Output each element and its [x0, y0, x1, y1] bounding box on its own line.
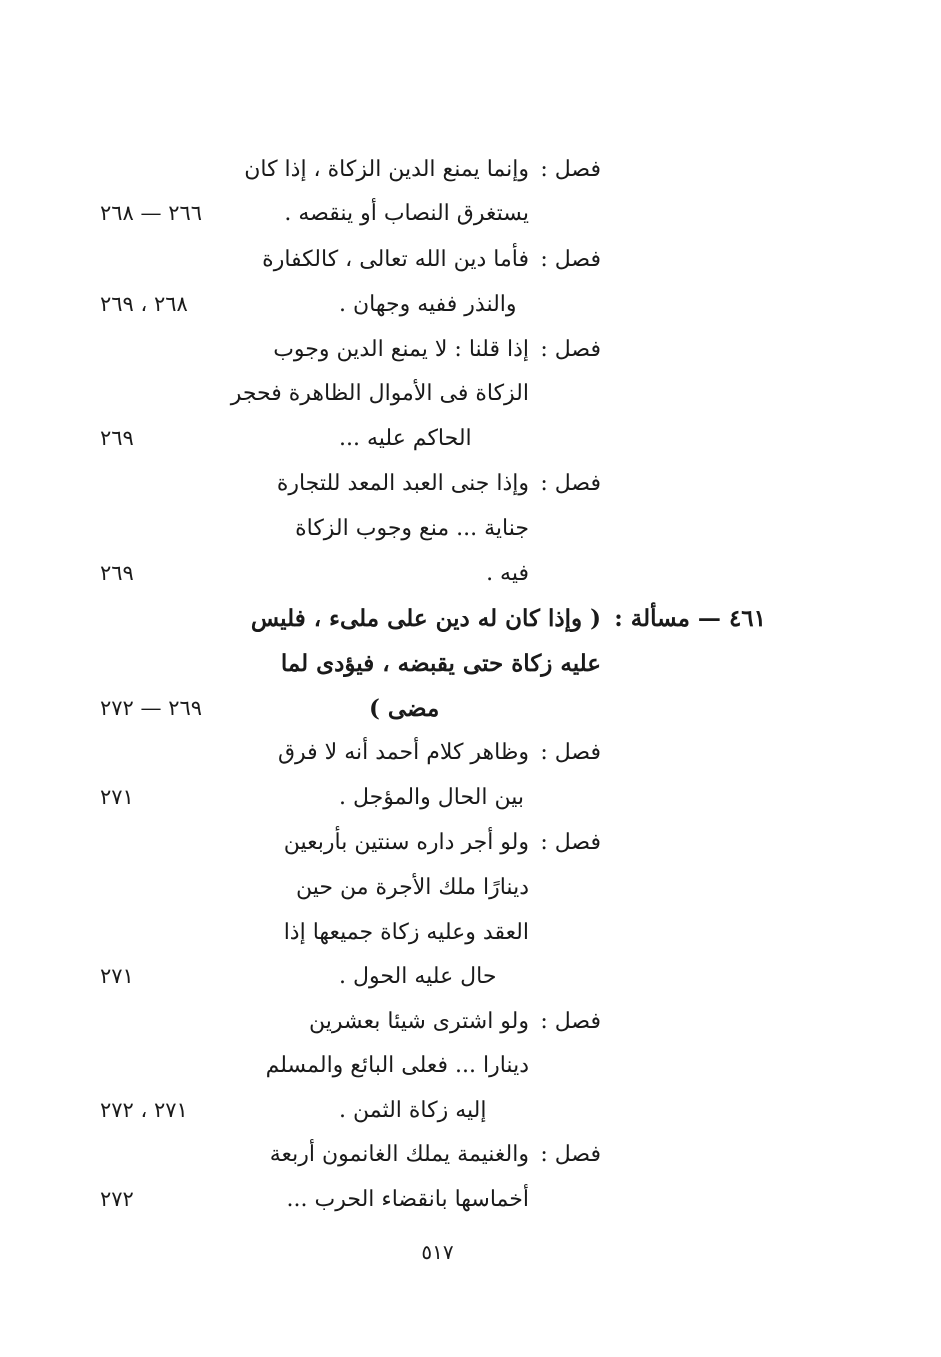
- entry-label: فصل :: [540, 830, 601, 855]
- page-ref: ٢٧٢: [100, 1187, 134, 1211]
- entry-text: فأما دين الله تعالى ، كالكفارة: [262, 247, 529, 272]
- page-ref: ٢٦٩ — ٢٧٢: [100, 696, 203, 720]
- entry-text: والنذر ففيه وجهان .: [339, 292, 517, 317]
- entry-text: يستغرق النصاب أو ينقصه .: [284, 201, 529, 226]
- entry-text: الحاكم عليه ...: [339, 426, 472, 451]
- entry-label: فصل :: [540, 1142, 601, 1167]
- entry-text: وإذا جنى العبد المعد للتجارة: [276, 471, 529, 496]
- page-number: ٥١٧: [421, 1240, 454, 1264]
- entry-text: وإنما يمنع الدين الزكاة ، إذا كان: [244, 157, 529, 182]
- masala-text: عليه زكاة حتى يقبضه ، فيؤدى لما: [280, 650, 601, 677]
- entry-label: فصل :: [540, 247, 601, 272]
- masala-text: مضى ): [369, 695, 440, 722]
- entry-text: جناية ... منع وجوب الزكاة: [295, 516, 529, 541]
- page-ref: ٢٦٩: [100, 561, 134, 585]
- page-ref: ٢٦٨ ، ٢٦٩: [100, 292, 188, 316]
- entry-text: إذا قلنا : لا يمنع الدين وجوب: [273, 337, 529, 362]
- page-ref: ٢٧١: [100, 964, 134, 988]
- masala-label: ٤٦١ — مسألة :: [614, 605, 766, 632]
- entry-label: فصل :: [540, 1009, 601, 1034]
- entry-text: الزكاة فى الأموال الظاهرة فحجر: [230, 381, 529, 406]
- page-ref: ٢٦٦ — ٢٦٨: [100, 201, 203, 225]
- entry-label: فصل :: [540, 740, 601, 765]
- entry-text: ولو أجر داره سنتين بأربعين: [283, 830, 529, 855]
- entry-text: والغنيمة يملك الغانمون أربعة: [269, 1142, 529, 1167]
- entry-text: دينارا ... فعلى البائع والمسلم: [265, 1053, 529, 1078]
- entry-text: العقد وعليه زكاة جميعها إذا: [283, 920, 529, 945]
- entry-text: بين الحال والمؤجل .: [339, 785, 524, 810]
- page-ref: ٢٧١: [100, 785, 134, 809]
- entry-text: إليه زكاة الثمن .: [339, 1098, 487, 1123]
- page-ref: ٢٧١ ، ٢٧٢: [100, 1098, 188, 1122]
- entry-text: فيه .: [486, 561, 529, 586]
- masala-text: ( وإذا كان له دين على ملىء ، فليس: [250, 605, 601, 632]
- entry-text: حال عليه الحول .: [339, 964, 497, 989]
- entry-label: فصل :: [540, 157, 601, 182]
- entry-text: أخماسها بانقضاء الحرب ...: [286, 1187, 529, 1212]
- entry-text: وظاهر كلام أحمد أنه لا فرق: [277, 740, 529, 765]
- entry-label: فصل :: [540, 471, 601, 496]
- entry-text: ولو اشترى شيئا بعشرين: [309, 1009, 529, 1034]
- entry-text: دينارًا ملك الأجرة من حين: [295, 875, 529, 900]
- entry-label: فصل :: [540, 337, 601, 362]
- page-ref: ٢٦٩: [100, 426, 134, 450]
